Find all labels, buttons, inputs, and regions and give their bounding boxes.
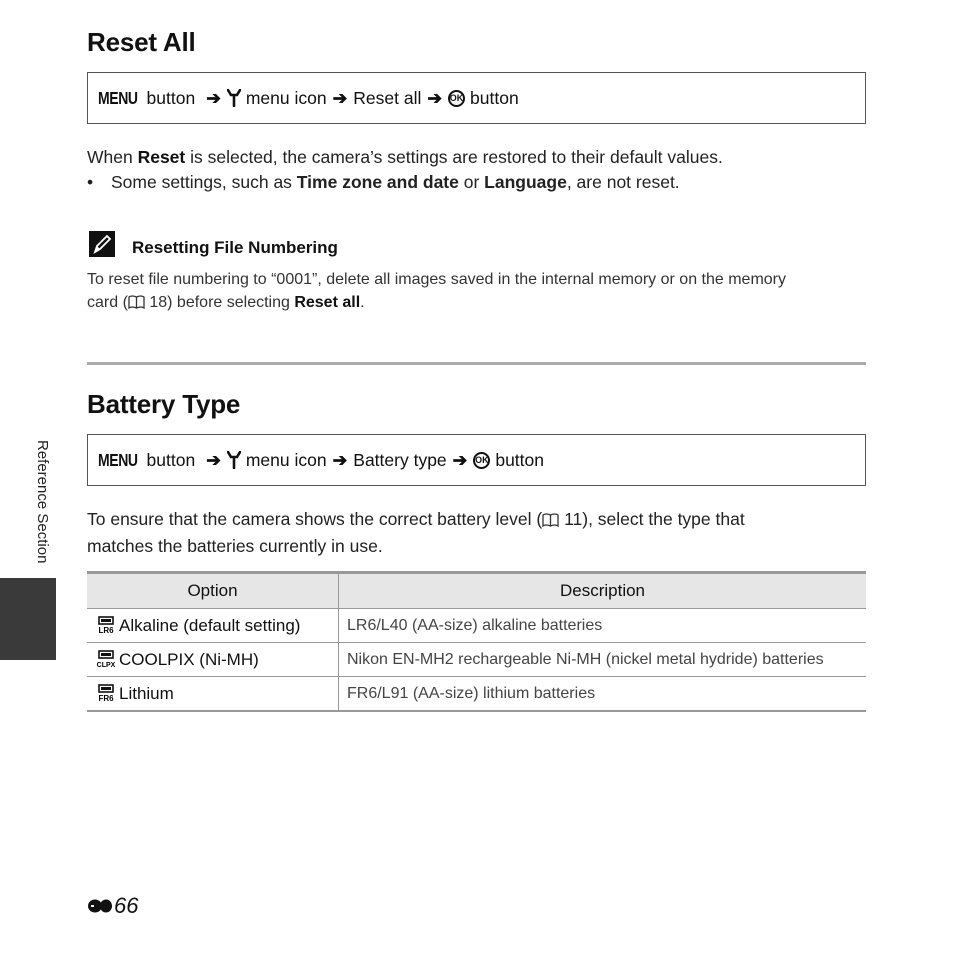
battery-fr6-icon <box>96 684 116 702</box>
arrow-right-icon: ➔ <box>206 449 221 470</box>
reset-all-title: Reset All <box>87 27 196 57</box>
arrow-right-icon: ➔ <box>332 449 348 470</box>
battery-options-table <box>87 571 866 712</box>
option-description: Nikon EN-MH2 rechargeable Ni-MH (nickel metal hydride) batteries <box>339 643 867 677</box>
ok-button-icon: OK <box>448 90 465 107</box>
book-reference-icon <box>128 295 145 309</box>
reference-e-icon <box>87 898 113 914</box>
arrow-right-icon: ➔ <box>452 449 468 470</box>
note-title: Resetting File Numbering <box>132 238 338 257</box>
reset-all-description: When Reset is selected, the camera’s settings are restored to their default values. <box>87 147 723 167</box>
column-header-option: Option <box>87 573 339 609</box>
option-label: Alkaline (default setting) <box>119 615 301 635</box>
section-divider <box>87 362 866 365</box>
page-number: 66 <box>87 893 138 919</box>
bullet-icon: • <box>87 172 94 192</box>
menu-button-icon: MENU <box>98 87 138 108</box>
reset-all-menu-path: MENU button ➔ menu icon ➔ Reset all ➔ OK button <box>87 72 866 124</box>
table-header-row <box>87 573 866 609</box>
battery-clpx-icon <box>96 650 116 668</box>
wrench-icon <box>227 451 241 469</box>
ok-button-icon: OK <box>473 452 490 469</box>
note-pencil-icon <box>89 231 115 257</box>
note-text: To reset file numbering to “0001”, delete all images saved in the internal memory or on the memory card ( 18) before selecting Reset all. <box>87 271 787 311</box>
menu-item-reset-all: Reset all <box>353 87 422 108</box>
svg-text:CLPX: CLPX <box>96 661 116 668</box>
reset-all-bullet: • Some settings, such as Time zone and date or Language, are not reset. <box>87 172 680 192</box>
menu-button-icon: MENU <box>98 449 138 470</box>
column-header-description: Description <box>339 573 867 609</box>
table-row <box>87 677 866 712</box>
side-section-label: Reference Section <box>34 440 51 564</box>
book-reference-icon <box>542 513 559 527</box>
option-label: Lithium <box>119 683 174 703</box>
svg-text:LR6: LR6 <box>98 625 114 634</box>
option-description: FR6/L91 (AA-size) lithium batteries <box>339 677 867 712</box>
arrow-right-icon: ➔ <box>427 87 443 108</box>
svg-text:FR6: FR6 <box>98 693 114 702</box>
arrow-right-icon: ➔ <box>206 87 221 108</box>
battery-type-menu-path: MENU button ➔ menu icon ➔ Battery type ➔ OK button <box>87 434 866 486</box>
table-row <box>87 643 866 677</box>
arrow-right-icon: ➔ <box>332 87 348 108</box>
side-section-tab <box>0 578 56 660</box>
wrench-icon <box>227 89 241 107</box>
option-description: LR6/L40 (AA-size) alkaline batteries <box>339 609 867 643</box>
battery-type-title: Battery Type <box>87 389 241 419</box>
battery-lr6-icon <box>96 616 116 634</box>
menu-item-battery-type: Battery type <box>353 449 447 470</box>
option-label: COOLPIX (Ni-MH) <box>119 649 259 669</box>
table-row <box>87 609 866 643</box>
battery-type-description: To ensure that the camera shows the correct battery level ( 11), select the type that matches the batteries currently in use. <box>87 509 745 556</box>
